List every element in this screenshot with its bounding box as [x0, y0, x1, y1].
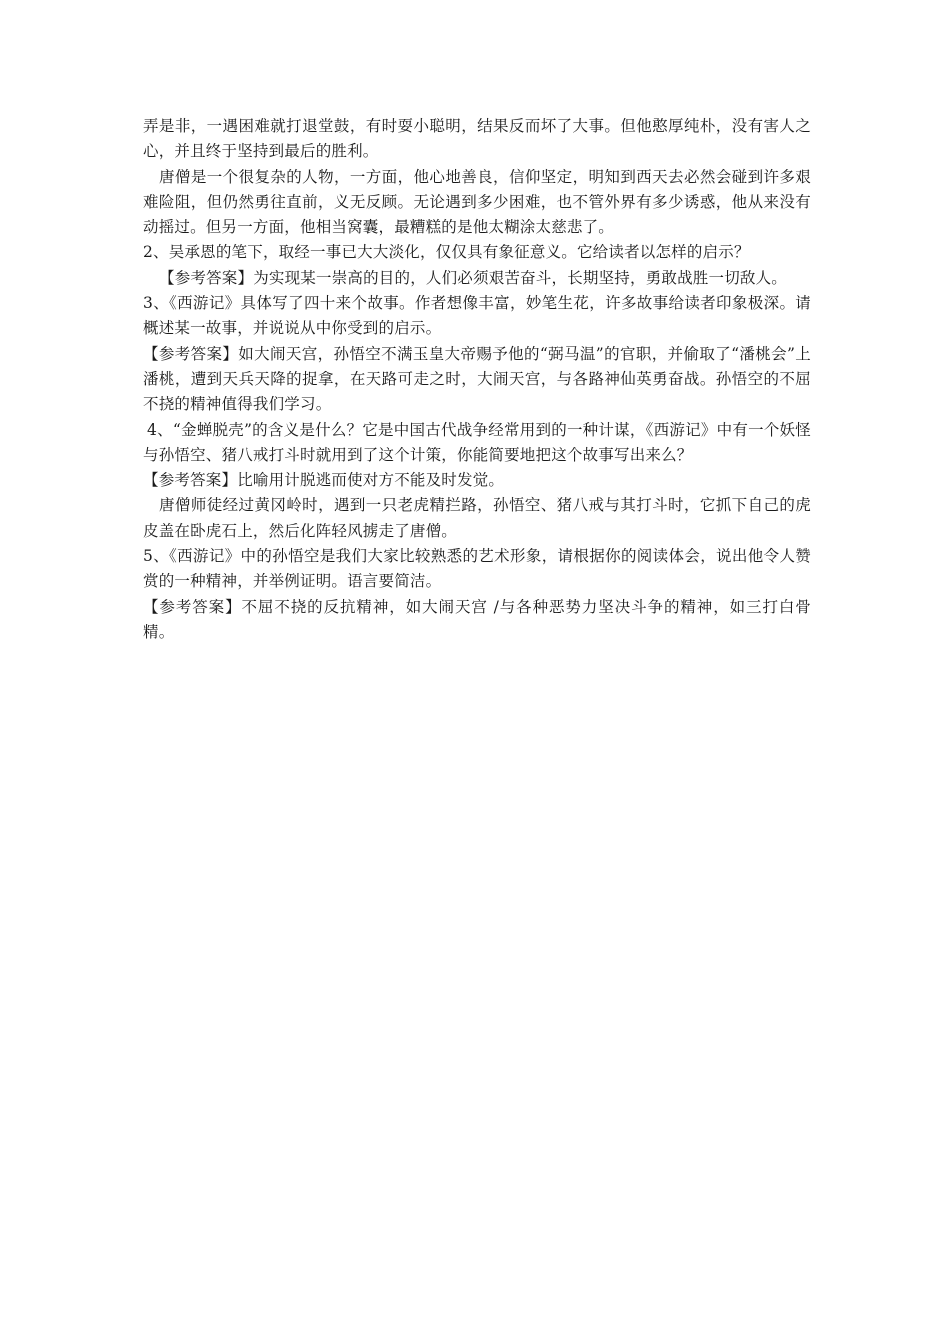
- paragraph-tangseng-description: 唐僧是一个很复杂的人物，一方面，他心地善良，信仰坚定，明知到西天去必然会碰到许多艰难险阻，但仍然勇往直前，义无反顾。无论遇到多少困难，也不管外界有多少诱惑，他从来没有动摇过。但另一方面，他相当窝囊，最糟糕的是他太糊涂太慈悲了。: [143, 167, 811, 237]
- answer-2: 【参考答案】为实现某一崇高的目的，人们必须艰苦奋斗，长期坚持，勇敢战胜一切敌人。: [159, 268, 788, 287]
- question-3: 3、《西游记》具体写了四十来个故事。作者想像丰富，妙笔生花，许多故事给读者印象极深。请概述某一故事，并说说从中你受到的启示。: [143, 294, 811, 338]
- paragraph-bajie-description: 弄是非，一遇困难就打退堂鼓，有时耍小聪明，结果反而坏了大事。但他憨厚纯朴，没有害人之心，并且终于坚持到最后的胜利。: [143, 117, 811, 161]
- answer-4-story: 唐僧师徒经过黄冈岭时，遇到一只老虎精拦路，孙悟空、猪八戒与其打斗时，它抓下自己的虎皮盖在卧虎石上，然后化阵轻风掳走了唐僧。: [143, 496, 811, 540]
- answer-4-meaning: 【参考答案】比喻用计脱逃而使对方不能及时发觉。: [143, 471, 505, 490]
- answer-5: 【参考答案】不屈不挠的反抗精神，如大闹天宫 /与各种恶势力坚决斗争的精神，如三打白骨精。: [143, 597, 811, 641]
- question-2: 2、吴承恩的笔下，取经一事已大大淡化，仅仅具有象征意义。它给读者以怎样的启示？: [143, 243, 750, 262]
- answer-3: 【参考答案】如大闹天宫，孙悟空不满玉皇大帝赐予他的“弼马温”的官职，并偷取了“潘桃会”上潘桃，遭到天兵天降的捉拿，在天路可走之时，大闹天宫，与各路神仙英勇奋战。孙悟空的不屈不挠的精神值得我们学习。: [143, 344, 811, 414]
- question-4: 4、“金蝉脱壳”的含义是什么？它是中国古代战争经常用到的一种计谋，《西游记》中有一个妖怪与孙悟空、猪八戒打斗时就用到了这个计策，你能简要地把这个故事写出来么？: [143, 420, 811, 464]
- question-5: 5、《西游记》中的孙悟空是我们大家比较熟悉的艺术形象，请根据你的阅读体会，说出他令人赞赏的一种精神，并举例证明。语言要简洁。: [143, 547, 811, 591]
- document-body: [143, 114, 811, 645]
